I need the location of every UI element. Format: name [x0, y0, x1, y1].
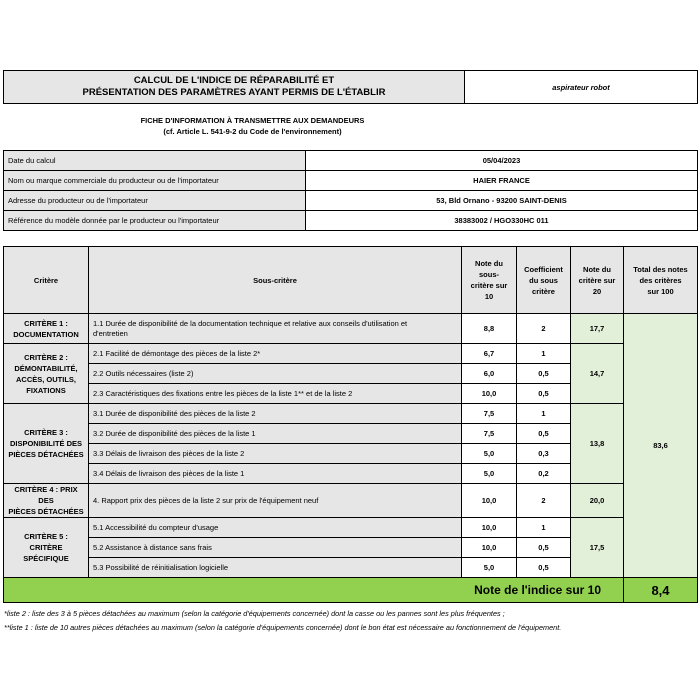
criterion-name: [4, 344, 89, 404]
header-note20-line: critère sur 20: [578, 275, 616, 296]
criterion-score: 20,0: [571, 484, 624, 518]
header-note10-line: Note du sous-: [475, 259, 503, 279]
subcriterion-coef: 0,5: [517, 558, 571, 578]
subcriterion-note: 5,0: [462, 558, 517, 578]
subcriterion-label: [89, 314, 462, 344]
criterion-name-line: CRITÈRE 1 :: [24, 318, 68, 328]
subcriterion-label: 3.3 Délais de livraison des pièces de la liste 2: [89, 444, 462, 464]
header-total-line: Total des notes: [633, 264, 688, 274]
info-value: 38383002 / HGO330HC 011: [306, 211, 698, 231]
criterion-name-line: CRITÈRE 5 : CRITÈRE: [24, 532, 68, 552]
header-total: [624, 247, 698, 314]
subcriterion-coef: 0,5: [517, 538, 571, 558]
header-coef-line: Coefficient: [524, 264, 563, 274]
criterion-name: [4, 404, 89, 484]
subcriterion-coef: 0,5: [517, 364, 571, 384]
subcriterion-label: 2.1 Facilité de démontage des pièces de la liste 2*: [89, 344, 462, 364]
subcriterion-label: 5.2 Assistance à distance sans frais: [89, 538, 462, 558]
footnote-liste-2: *liste 2 : liste des 3 à 5 pièces détachées au maximum (selon la catégorie d'équipements concernée) dont la casse ou les pannes sont les plus fréquentes ;: [4, 609, 505, 618]
info-row: [4, 211, 698, 231]
fiche-line-1: FICHE D'INFORMATION À TRANSMETTRE AUX DEMANDEURS: [140, 116, 365, 125]
criterion-name-line: SPÉCIFIQUE: [23, 554, 69, 563]
subcriterion-note: 7,5: [462, 404, 517, 424]
subcriterion-label: 2.2 Outils nécessaires (liste 2): [89, 364, 462, 384]
subcriterion-note: 10,0: [462, 518, 517, 538]
info-label: Référence du modèle donnée par le producteur ou l'importateur: [4, 211, 306, 231]
header-block: [3, 70, 698, 104]
criterion-name-line: DISPONIBILITÉ DES: [9, 439, 83, 448]
index-footer-row: [4, 578, 698, 603]
criterion-name-line: DOCUMENTATION: [13, 329, 79, 339]
criterion-score: 17,5: [571, 518, 624, 578]
table-row: [4, 314, 698, 344]
info-row: [4, 151, 698, 171]
criterion-score: 17,7: [571, 314, 624, 344]
header-total-line: des critères: [639, 275, 682, 285]
criterion-name: [4, 484, 89, 518]
footnote-liste-1: **liste 1 : liste de 10 autres pièces détachées au maximum (selon la catégorie d'équipements concernée) dont le bon état est nécessaire au fonctionnement de l'équipement.: [4, 623, 562, 632]
table-header-row: [4, 247, 698, 314]
subcriterion-coef: 1: [517, 404, 571, 424]
header-note10: [462, 247, 517, 314]
subcriterion-coef: 1: [517, 344, 571, 364]
subcriterion-label: 2.3 Caractéristiques des fixations entre les pièces de la liste 1** et de la liste 2: [89, 384, 462, 404]
subcriterion-label: 3.2 Durée de disponibilité des pièces de la liste 1: [89, 424, 462, 444]
criterion-name-line: PIÈCES DÉTACHÉES: [8, 450, 84, 459]
subcriterion-coef: 1: [517, 518, 571, 538]
table-row: [4, 404, 698, 424]
info-label: Nom ou marque commerciale du producteur ou de l'importateur: [4, 171, 306, 191]
subcriterion-label: 3.4 Délais de livraison des pièces de la liste 1: [89, 464, 462, 484]
subcriterion-label: 4. Rapport prix des pièces de la liste 2 sur prix de l'équipement neuf: [89, 484, 462, 518]
subcriterion-note: 8,8: [462, 314, 517, 344]
criterion-score: 13,8: [571, 404, 624, 484]
header-coef-line: critère: [532, 286, 555, 296]
info-value: HAIER FRANCE: [306, 171, 698, 191]
subcriterion-label-line: 1.1 Durée de disponibilité de la documentation technique et relative aux conseils d'utilisation et: [93, 318, 408, 328]
info-value: 53, Bld Ornano - 93200 SAINT-DENIS: [306, 191, 698, 211]
table-row: [4, 484, 698, 518]
subcriterion-label: 3.1 Durée de disponibilité des pièces de la liste 2: [89, 404, 462, 424]
document-title: [4, 71, 465, 104]
criterion-score: 14,7: [571, 344, 624, 404]
criterion-name: [4, 314, 89, 344]
subcriterion-note: 7,5: [462, 424, 517, 444]
total-score: 83,6: [624, 314, 698, 578]
info-table: [3, 150, 698, 231]
subcriterion-coef: 0,2: [517, 464, 571, 484]
info-row: [4, 191, 698, 211]
criterion-name-line: PIÈCES DÉTACHÉES: [8, 507, 84, 516]
criterion-name-line: ACCÈS, OUTILS,: [15, 374, 76, 384]
subcriterion-note: 10,0: [462, 538, 517, 558]
criterion-name-line: DÉMONTABILITÉ,: [14, 363, 78, 373]
criterion-name: [4, 518, 89, 578]
criterion-name-line: CRITÈRE 2 :: [24, 352, 68, 362]
subcriterion-label: 5.3 Possibilité de réinitialisation logicielle: [89, 558, 462, 578]
subcriterion-note: 6,7: [462, 344, 517, 364]
subcriterion-note: 5,0: [462, 444, 517, 464]
info-label: Date du calcul: [4, 151, 306, 171]
subcriterion-label: 5.1 Accessibilité du compteur d'usage: [89, 518, 462, 538]
fiche-caption: [0, 115, 505, 137]
fiche-line-2: (cf. Article L. 541-9-2 du Code de l'environnement): [163, 127, 342, 136]
product-type: aspirateur robot: [465, 71, 698, 104]
header-note10-line: critère sur 10: [470, 281, 508, 301]
header-coef-line: du sous: [529, 275, 558, 285]
criterion-name-line: FIXATIONS: [26, 385, 66, 395]
index-value: 8,4: [624, 578, 698, 603]
info-row: [4, 171, 698, 191]
header-total-line: sur 100: [647, 286, 674, 296]
criterion-name-line: CRITÈRE 3 :: [24, 428, 68, 437]
subcriterion-note: 10,0: [462, 384, 517, 404]
subcriterion-coef: 0,5: [517, 424, 571, 444]
header-coef: [517, 247, 571, 314]
table-row: [4, 518, 698, 538]
header-critere: Critère: [4, 247, 89, 314]
subcriterion-coef: 2: [517, 314, 571, 344]
subcriterion-coef: 0,3: [517, 444, 571, 464]
index-label: Note de l'indice sur 10: [4, 578, 624, 603]
info-label: Adresse du producteur ou de l'importateur: [4, 191, 306, 211]
title-line-2: PRÉSENTATION DES PARAMÈTRES AYANT PERMIS DE L'ÉTABLIR: [82, 87, 386, 98]
table-row: [4, 344, 698, 364]
info-value: 05/04/2023: [306, 151, 698, 171]
subcriterion-coef: 0,5: [517, 384, 571, 404]
subcriterion-note: 6,0: [462, 364, 517, 384]
header-sous-critere: Sous-critère: [89, 247, 462, 314]
header-note20-line: Note du: [583, 264, 611, 274]
criterion-name-line: CRITÈRE 4 : PRIX DES: [14, 485, 78, 505]
subcriterion-label-line: d'entretien: [93, 328, 128, 338]
subcriterion-coef: 2: [517, 484, 571, 518]
header-note20: [571, 247, 624, 314]
scoring-table: [3, 246, 698, 603]
title-line-1: CALCUL DE L'INDICE DE RÉPARABILITÉ ET: [133, 75, 335, 86]
subcriterion-note: 10,0: [462, 484, 517, 518]
subcriterion-note: 5,0: [462, 464, 517, 484]
